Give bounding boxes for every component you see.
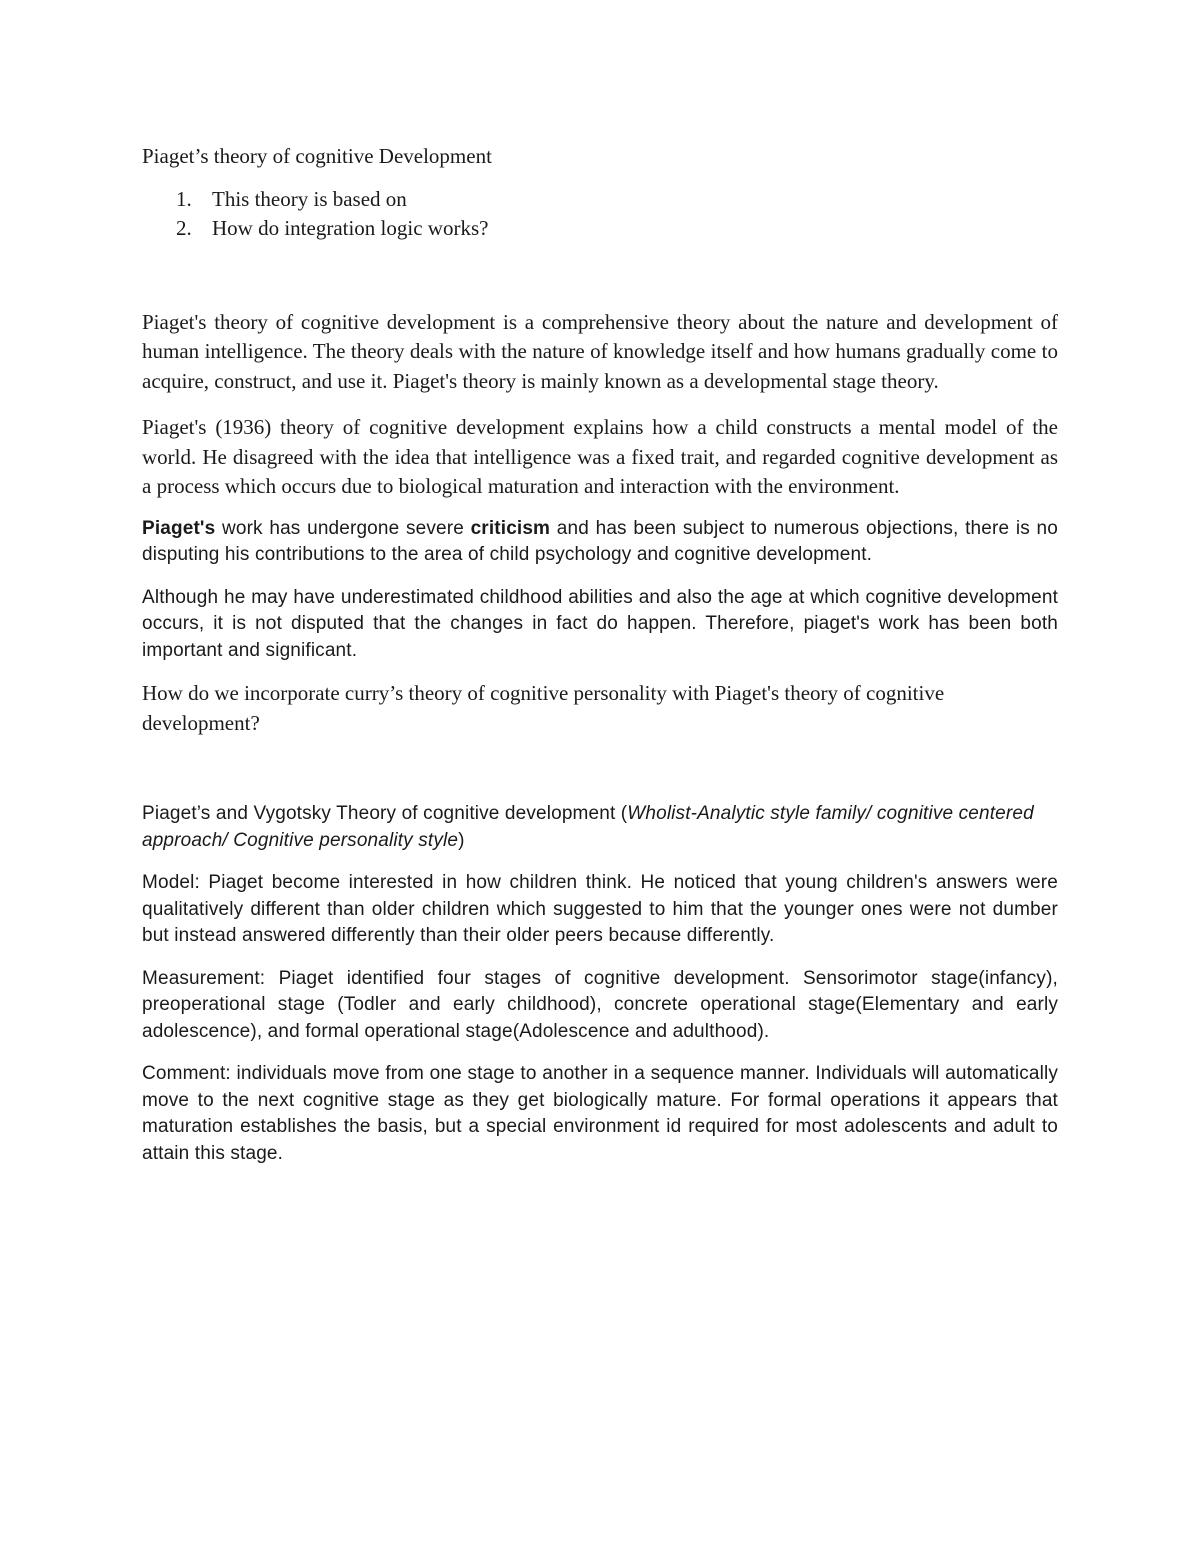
list-item-number: 1. [176, 186, 192, 211]
comment-paragraph: Comment: individuals move from one stage to another in a sequence manner. Individuals will automatically move to the next cognitive stage as they get biologically mature. For formal operations it appears that maturation establishes the basis, but a special environment id required for most adolescents and adult to attain this stage. [142, 1063, 1058, 1164]
document-page [142, 142, 1058, 1167]
question-paragraph: How do we incorporate curry’s theory of cognitive personality with Piaget's theory of cognitive development? [142, 681, 945, 735]
model-paragraph: Model: Piaget become interested in how children think. He noticed that young children's answers were qualitatively different than older children which suggested to him that the younger ones were not dumber but instead answered differently than their older peers because differently. [142, 872, 1058, 946]
measurement-paragraph: Measurement: Piaget identified four stages of cognitive development. Sensorimotor stage(infancy), preoperational stage (Todler and early childhood), concrete operational stage(Elementary and early adolescence), and formal operational stage(Adolescence and adulthood). [142, 967, 1058, 1042]
list-item-text: This theory is based on [212, 186, 407, 211]
bold-term: criticism [470, 517, 551, 539]
list-item [142, 214, 1058, 244]
intro-paragraph: Piaget's theory of cognitive development is a comprehensive theory about the nature and development of human intelligence. The theory deals with the nature of knowledge itself and how humans gradually come to acquire, construct, and use it. Piaget's theory is mainly known as a developmental stage theory. [142, 309, 1058, 393]
list-item-text: How do integration logic works? [212, 216, 489, 240]
list-item [142, 185, 1058, 215]
section-heading-italic: Wholist-Analytic style family/ cognitive centered approach/ Cognitive personality style [142, 803, 1034, 851]
document-title: Piaget’s theory of cognitive Development [142, 144, 492, 168]
significance-paragraph: Although he may have underestimated childhood abilities and also the age at which cognitive development occurs, it is not disputed that the changes in fact do happen. Therefore, piaget's work has been both important and significant. [142, 586, 1058, 661]
question-list [142, 185, 1058, 244]
list-item-number: 2. [176, 216, 192, 240]
bold-term: Piaget's [142, 517, 216, 539]
history-paragraph: Piaget's (1936) theory of cognitive development explains how a child constructs a mental model of the world. He disagreed with the idea that intelligence was a fixed trait, and regarded cognitive development as a process which occurs due to biological maturation and interaction with the environment. [142, 415, 1058, 498]
criticism-paragraph: Piaget's work has undergone severe criticism and has been subject to numerous objections, there is no disputing his contributions to the area of child psychology and cognitive development. [142, 517, 1058, 565]
section-heading: Piaget’s and Vygotsky Theory of cognitive development (Wholist-Analytic style family/ cognitive centered approach/ Cognitive personality style) [142, 803, 1034, 851]
